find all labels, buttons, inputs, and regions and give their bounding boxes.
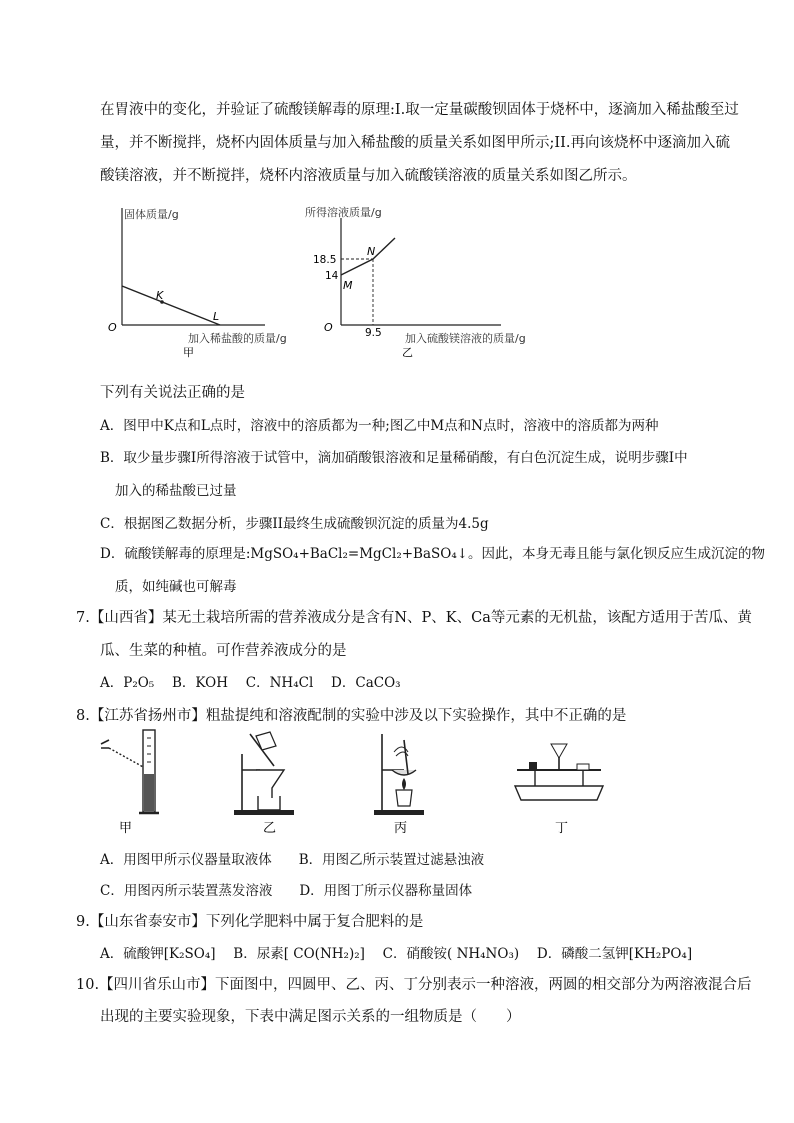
q6-option-d-line2: 质，如纯碱也可解毒 <box>115 579 237 595</box>
sample-paper <box>577 764 589 770</box>
q7-options: A．P₂O₅ B．KOH C．NH₄Cl D．CaCO₃ <box>100 675 401 691</box>
eye-icon <box>101 740 109 748</box>
sight-line <box>109 748 145 768</box>
fig-label-yi: 乙 <box>263 821 277 836</box>
stand-base <box>374 810 424 815</box>
q6-option-a: A．图甲中K点和L点时，溶液中的溶质都为一种;图乙中M点和N点时，溶液中的溶质都为两种 <box>100 418 659 434</box>
balance-base <box>515 786 603 800</box>
yi-xlabel: 加入硫酸镁溶液的质量/g <box>405 332 526 345</box>
chart-yi <box>305 198 550 360</box>
yi-xtick-95: 9.5 <box>365 327 382 339</box>
intro-line-1: 在胃液中的变化，并验证了硫酸镁解毒的原理:I.取一定量碳酸钡固体于烧杯中，逐滴加入稀盐酸至过 <box>100 102 739 118</box>
chart-jia <box>100 198 320 358</box>
fig-label-bing: 丙 <box>394 821 408 836</box>
stirring-rod <box>404 740 408 774</box>
q7-stem-line2: 瓜、生菜的种植。可作营养液成分的是 <box>100 643 347 659</box>
figure-yi-filter <box>228 726 310 838</box>
evaporating-dish <box>392 770 416 775</box>
yi-label-n: N <box>367 245 376 258</box>
q8-stem: 8.【江苏省扬州市】粗盐提纯和溶液配制的实验中涉及以下实验操作，其中不正确的是 <box>76 708 627 724</box>
jia-origin: O <box>108 321 117 334</box>
figure-ding-balance <box>505 726 615 838</box>
stand-base <box>234 810 294 815</box>
yi-label-m: M <box>343 279 353 292</box>
q9-options: A．硫酸钾[K₂SO₄] B．尿素[ CO(NH₂)₂] C．硝酸铵( NH₄NO₃) D．磷酸二氢钾[KH₂PO₄] <box>100 946 693 962</box>
intro-line-3: 酸镁溶液，并不断搅拌，烧杯内溶液质量与加入硫酸镁溶液的质量关系如图乙所示。 <box>100 168 637 184</box>
q6-option-d-line1: D．硫酸镁解毒的原理是:MgSO₄+BaCl₂=MgCl₂+BaSO₄↓。因此，本身无毒且能与氯化钡反应生成沉淀的物 <box>100 546 766 562</box>
q10-stem-line1: 10.【四川省乐山市】下面图中，四圆甲、乙、丙、丁分别表示一种溶液，两圆的相交部分为两溶液混合后 <box>76 977 752 993</box>
jia-xlabel: 加入稀盐酸的质量/g <box>188 332 287 345</box>
q6-option-b-line1: B．取少量步骤I所得溶液于试管中，滴加硝酸银溶液和足量稀硝酸，有白色沉淀生成，说明步骤I中 <box>100 450 688 466</box>
alcohol-lamp <box>396 790 412 806</box>
balance-scale <box>551 744 567 758</box>
beaker <box>258 796 280 810</box>
weight <box>529 762 537 770</box>
q6-option-c: C．根据图乙数据分析，步骤II最终生成硫酸钡沉淀的质量为4.5g <box>100 516 489 532</box>
yi-ytick-14: 14 <box>325 270 339 282</box>
q10-stem-line2: 出现的主要实验现象，下表中满足图示关系的一组物质是（ ） <box>100 1009 521 1025</box>
figure-bing-evaporate <box>360 726 440 838</box>
flame-icon <box>402 778 406 790</box>
jia-ylabel: 固体质量/g <box>124 208 179 221</box>
q8-options-cd: C．用图丙所示装置蒸发溶液 D．用图丁所示仪器称量固体 <box>100 883 473 899</box>
jia-series-line <box>122 286 220 325</box>
q9-stem: 9.【山东省泰安市】下列化学肥料中属于复合肥料的是 <box>76 914 424 930</box>
fig-label-ding: 丁 <box>555 821 569 836</box>
intro-line-2: 量，并不断搅拌，烧杯内固体质量与加入稀盐酸的质量关系如图甲所示;II.再向该烧杯中逐滴加入硫 <box>100 135 730 151</box>
q7-stem-line1: 7.【山西省】某无土栽培所需的营养液成分是含有N、P、K、Ca等元素的无机盐，该配方适用于苦瓜、黄 <box>76 610 752 626</box>
jia-label-l: L <box>213 310 220 323</box>
figure-jia-cylinder <box>95 726 175 838</box>
q6-stem: 下列有关说法正确的是 <box>100 385 245 401</box>
q8-options-ab: A．用图甲所示仪器量取液体 B．用图乙所示装置过滤悬浊液 <box>100 852 485 868</box>
yi-ylabel: 所得溶液质量/g <box>305 206 382 219</box>
q6-option-b-line2: 加入的稀盐酸已过量 <box>115 483 237 499</box>
yi-origin: O <box>324 321 333 334</box>
funnel <box>256 770 284 798</box>
yi-caption: 乙 <box>402 346 413 359</box>
jia-caption: 甲 <box>183 346 194 358</box>
jia-label-k: K <box>156 289 164 302</box>
yi-ytick-185: 18.5 <box>313 254 337 266</box>
cylinder-liquid <box>144 774 154 811</box>
fig-label-jia: 甲 <box>119 821 133 836</box>
